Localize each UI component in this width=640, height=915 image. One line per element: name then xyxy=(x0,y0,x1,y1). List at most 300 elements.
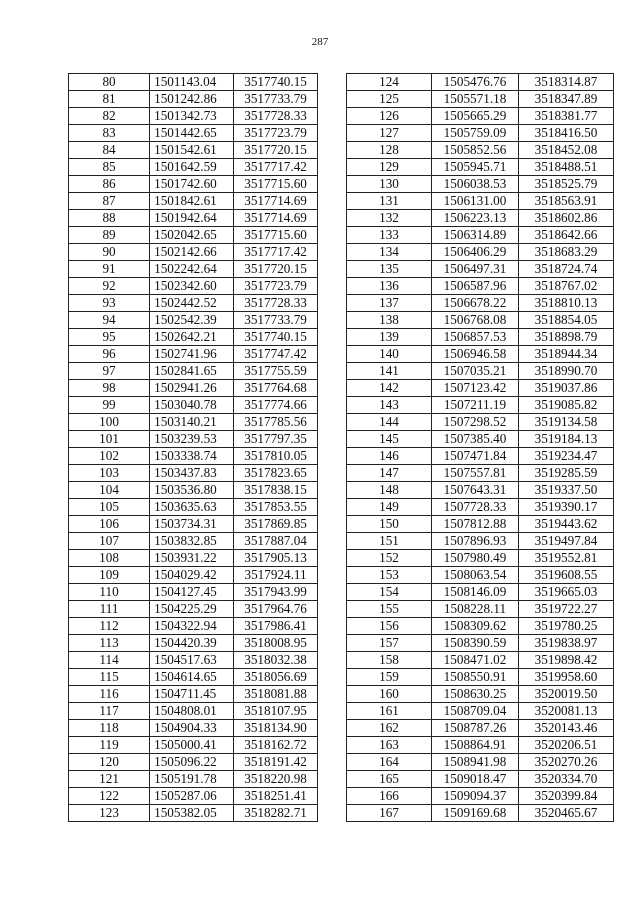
x-coordinate-cell: 1507211.19 xyxy=(432,397,519,414)
y-coordinate-cell: 3517733.79 xyxy=(234,312,318,329)
table-row xyxy=(347,771,614,788)
point-number-cell: 156 xyxy=(347,618,432,635)
table-row xyxy=(69,482,318,499)
table-row xyxy=(347,312,614,329)
table-row xyxy=(347,669,614,686)
point-number-cell: 144 xyxy=(347,414,432,431)
y-coordinate-cell: 3518381.77 xyxy=(519,108,614,125)
x-coordinate-cell: 1506131.00 xyxy=(432,193,519,210)
table-row xyxy=(69,754,318,771)
x-coordinate-cell: 1506587.96 xyxy=(432,278,519,295)
point-number-cell: 109 xyxy=(69,567,150,584)
x-coordinate-cell: 1508228.11 xyxy=(432,601,519,618)
table-row xyxy=(69,584,318,601)
y-coordinate-cell: 3518563.91 xyxy=(519,193,614,210)
table-row xyxy=(69,567,318,584)
y-coordinate-cell: 3517853.55 xyxy=(234,499,318,516)
y-coordinate-cell: 3517797.35 xyxy=(234,431,318,448)
table-row xyxy=(347,346,614,363)
y-coordinate-cell: 3519497.84 xyxy=(519,533,614,550)
y-coordinate-cell: 3519958.60 xyxy=(519,669,614,686)
y-coordinate-cell: 3519665.03 xyxy=(519,584,614,601)
table-row xyxy=(69,295,318,312)
point-number-cell: 80 xyxy=(69,74,150,91)
point-number-cell: 160 xyxy=(347,686,432,703)
table-row xyxy=(347,142,614,159)
table-row xyxy=(69,431,318,448)
x-coordinate-cell: 1505191.78 xyxy=(150,771,234,788)
table-row xyxy=(69,720,318,737)
x-coordinate-cell: 1501542.61 xyxy=(150,142,234,159)
table-row xyxy=(69,74,318,91)
table-row xyxy=(69,380,318,397)
table-row xyxy=(347,601,614,618)
x-coordinate-cell: 1505096.22 xyxy=(150,754,234,771)
x-coordinate-cell: 1507471.84 xyxy=(432,448,519,465)
y-coordinate-cell: 3518251.41 xyxy=(234,788,318,805)
y-coordinate-cell: 3517715.60 xyxy=(234,176,318,193)
y-coordinate-cell: 3519037.86 xyxy=(519,380,614,397)
point-number-cell: 123 xyxy=(69,805,150,822)
x-coordinate-cell: 1505945.71 xyxy=(432,159,519,176)
coordinate-table-right xyxy=(346,73,614,822)
table-row xyxy=(347,227,614,244)
table-row xyxy=(347,193,614,210)
y-coordinate-cell: 3517943.99 xyxy=(234,584,318,601)
y-coordinate-cell: 3518282.71 xyxy=(234,805,318,822)
point-number-cell: 83 xyxy=(69,125,150,142)
table-row xyxy=(347,108,614,125)
y-coordinate-cell: 3518220.98 xyxy=(234,771,318,788)
table-row xyxy=(347,754,614,771)
y-coordinate-cell: 3520334.70 xyxy=(519,771,614,788)
y-coordinate-cell: 3518162.72 xyxy=(234,737,318,754)
table-row xyxy=(347,635,614,652)
table-row xyxy=(347,550,614,567)
x-coordinate-cell: 1504711.45 xyxy=(150,686,234,703)
x-coordinate-cell: 1501342.73 xyxy=(150,108,234,125)
x-coordinate-cell: 1505382.05 xyxy=(150,805,234,822)
table-row xyxy=(347,618,614,635)
x-coordinate-cell: 1502042.65 xyxy=(150,227,234,244)
page-number: 287 xyxy=(311,36,329,48)
x-coordinate-cell: 1506946.58 xyxy=(432,346,519,363)
table-row xyxy=(69,159,318,176)
table-row xyxy=(347,431,614,448)
y-coordinate-cell: 3517717.42 xyxy=(234,244,318,261)
table-row xyxy=(69,771,318,788)
x-coordinate-cell: 1501242.86 xyxy=(150,91,234,108)
x-coordinate-cell: 1505571.18 xyxy=(432,91,519,108)
point-number-cell: 102 xyxy=(69,448,150,465)
y-coordinate-cell: 3518898.79 xyxy=(519,329,614,346)
y-coordinate-cell: 3520019.50 xyxy=(519,686,614,703)
y-coordinate-cell: 3517728.33 xyxy=(234,295,318,312)
point-number-cell: 116 xyxy=(69,686,150,703)
y-coordinate-cell: 3518081.88 xyxy=(234,686,318,703)
x-coordinate-cell: 1508864.91 xyxy=(432,737,519,754)
table-row xyxy=(347,363,614,380)
point-number-cell: 124 xyxy=(347,74,432,91)
point-number-cell: 133 xyxy=(347,227,432,244)
x-coordinate-cell: 1508471.02 xyxy=(432,652,519,669)
x-coordinate-cell: 1504322.94 xyxy=(150,618,234,635)
point-number-cell: 148 xyxy=(347,482,432,499)
table-row xyxy=(69,669,318,686)
table-row xyxy=(347,74,614,91)
x-coordinate-cell: 1505287.06 xyxy=(150,788,234,805)
y-coordinate-cell: 3518107.95 xyxy=(234,703,318,720)
point-number-cell: 143 xyxy=(347,397,432,414)
x-coordinate-cell: 1509018.47 xyxy=(432,771,519,788)
point-number-cell: 159 xyxy=(347,669,432,686)
point-number-cell: 93 xyxy=(69,295,150,312)
y-coordinate-cell: 3517785.56 xyxy=(234,414,318,431)
coordinate-table-left-body xyxy=(69,74,318,822)
point-number-cell: 96 xyxy=(69,346,150,363)
y-coordinate-cell: 3517838.15 xyxy=(234,482,318,499)
table-row xyxy=(69,652,318,669)
x-coordinate-cell: 1508787.26 xyxy=(432,720,519,737)
table-row xyxy=(69,788,318,805)
x-coordinate-cell: 1506768.08 xyxy=(432,312,519,329)
point-number-cell: 100 xyxy=(69,414,150,431)
table-row xyxy=(347,380,614,397)
y-coordinate-cell: 3519285.59 xyxy=(519,465,614,482)
x-coordinate-cell: 1502142.66 xyxy=(150,244,234,261)
y-coordinate-cell: 3518810.13 xyxy=(519,295,614,312)
table-row xyxy=(347,482,614,499)
table-row xyxy=(69,601,318,618)
y-coordinate-cell: 3517740.15 xyxy=(234,329,318,346)
x-coordinate-cell: 1502442.52 xyxy=(150,295,234,312)
table-row xyxy=(347,448,614,465)
x-coordinate-cell: 1502342.60 xyxy=(150,278,234,295)
x-coordinate-cell: 1506223.13 xyxy=(432,210,519,227)
y-coordinate-cell: 3517723.79 xyxy=(234,278,318,295)
point-number-cell: 138 xyxy=(347,312,432,329)
x-coordinate-cell: 1507298.52 xyxy=(432,414,519,431)
point-number-cell: 157 xyxy=(347,635,432,652)
table-row xyxy=(347,805,614,822)
table-row xyxy=(347,125,614,142)
point-number-cell: 135 xyxy=(347,261,432,278)
point-number-cell: 126 xyxy=(347,108,432,125)
table-row xyxy=(69,142,318,159)
point-number-cell: 137 xyxy=(347,295,432,312)
x-coordinate-cell: 1506497.31 xyxy=(432,261,519,278)
point-number-cell: 134 xyxy=(347,244,432,261)
y-coordinate-cell: 3519552.81 xyxy=(519,550,614,567)
y-coordinate-cell: 3518488.51 xyxy=(519,159,614,176)
x-coordinate-cell: 1507557.81 xyxy=(432,465,519,482)
point-number-cell: 101 xyxy=(69,431,150,448)
point-number-cell: 104 xyxy=(69,482,150,499)
y-coordinate-cell: 3519085.82 xyxy=(519,397,614,414)
point-number-cell: 103 xyxy=(69,465,150,482)
y-coordinate-cell: 3517764.68 xyxy=(234,380,318,397)
point-number-cell: 147 xyxy=(347,465,432,482)
y-coordinate-cell: 3519608.55 xyxy=(519,567,614,584)
y-coordinate-cell: 3519134.58 xyxy=(519,414,614,431)
point-number-cell: 99 xyxy=(69,397,150,414)
table-row xyxy=(69,805,318,822)
x-coordinate-cell: 1502941.26 xyxy=(150,380,234,397)
point-number-cell: 94 xyxy=(69,312,150,329)
x-coordinate-cell: 1508309.62 xyxy=(432,618,519,635)
table-row xyxy=(347,686,614,703)
x-coordinate-cell: 1501942.64 xyxy=(150,210,234,227)
table-row xyxy=(347,465,614,482)
y-coordinate-cell: 3517924.11 xyxy=(234,567,318,584)
table-row xyxy=(69,703,318,720)
point-number-cell: 91 xyxy=(69,261,150,278)
table-row xyxy=(347,567,614,584)
x-coordinate-cell: 1503040.78 xyxy=(150,397,234,414)
table-row xyxy=(347,584,614,601)
point-number-cell: 122 xyxy=(69,788,150,805)
y-coordinate-cell: 3519722.27 xyxy=(519,601,614,618)
table-row xyxy=(69,448,318,465)
point-number-cell: 106 xyxy=(69,516,150,533)
table-row xyxy=(347,652,614,669)
point-number-cell: 112 xyxy=(69,618,150,635)
point-number-cell: 119 xyxy=(69,737,150,754)
x-coordinate-cell: 1507385.40 xyxy=(432,431,519,448)
y-coordinate-cell: 3517728.33 xyxy=(234,108,318,125)
table-row xyxy=(69,346,318,363)
x-coordinate-cell: 1505476.76 xyxy=(432,74,519,91)
y-coordinate-cell: 3518008.95 xyxy=(234,635,318,652)
y-coordinate-cell: 3517986.41 xyxy=(234,618,318,635)
x-coordinate-cell: 1502841.65 xyxy=(150,363,234,380)
y-coordinate-cell: 3517905.13 xyxy=(234,550,318,567)
y-coordinate-cell: 3517887.04 xyxy=(234,533,318,550)
y-coordinate-cell: 3519390.17 xyxy=(519,499,614,516)
y-coordinate-cell: 3520399.84 xyxy=(519,788,614,805)
x-coordinate-cell: 1506406.29 xyxy=(432,244,519,261)
table-row xyxy=(347,295,614,312)
point-number-cell: 140 xyxy=(347,346,432,363)
point-number-cell: 90 xyxy=(69,244,150,261)
table-row xyxy=(347,397,614,414)
y-coordinate-cell: 3517755.59 xyxy=(234,363,318,380)
x-coordinate-cell: 1509094.37 xyxy=(432,788,519,805)
point-number-cell: 125 xyxy=(347,91,432,108)
y-coordinate-cell: 3517720.15 xyxy=(234,142,318,159)
table-row xyxy=(347,499,614,516)
table-row xyxy=(69,737,318,754)
table-row xyxy=(69,312,318,329)
x-coordinate-cell: 1504808.01 xyxy=(150,703,234,720)
x-coordinate-cell: 1503536.80 xyxy=(150,482,234,499)
table-row xyxy=(69,176,318,193)
table-row xyxy=(69,618,318,635)
y-coordinate-cell: 3518416.50 xyxy=(519,125,614,142)
table-row xyxy=(347,278,614,295)
point-number-cell: 118 xyxy=(69,720,150,737)
x-coordinate-cell: 1501442.65 xyxy=(150,125,234,142)
y-coordinate-cell: 3518191.42 xyxy=(234,754,318,771)
point-number-cell: 110 xyxy=(69,584,150,601)
point-number-cell: 107 xyxy=(69,533,150,550)
point-number-cell: 121 xyxy=(69,771,150,788)
table-row xyxy=(347,91,614,108)
x-coordinate-cell: 1503338.74 xyxy=(150,448,234,465)
x-coordinate-cell: 1507728.33 xyxy=(432,499,519,516)
x-coordinate-cell: 1506857.53 xyxy=(432,329,519,346)
x-coordinate-cell: 1508709.04 xyxy=(432,703,519,720)
x-coordinate-cell: 1504127.45 xyxy=(150,584,234,601)
table-row xyxy=(347,516,614,533)
y-coordinate-cell: 3517740.15 xyxy=(234,74,318,91)
y-coordinate-cell: 3519184.13 xyxy=(519,431,614,448)
x-coordinate-cell: 1506314.89 xyxy=(432,227,519,244)
y-coordinate-cell: 3518642.66 xyxy=(519,227,614,244)
x-coordinate-cell: 1504517.63 xyxy=(150,652,234,669)
y-coordinate-cell: 3517723.79 xyxy=(234,125,318,142)
point-number-cell: 86 xyxy=(69,176,150,193)
x-coordinate-cell: 1504420.39 xyxy=(150,635,234,652)
x-coordinate-cell: 1504904.33 xyxy=(150,720,234,737)
y-coordinate-cell: 3518990.70 xyxy=(519,363,614,380)
point-number-cell: 87 xyxy=(69,193,150,210)
y-coordinate-cell: 3520270.26 xyxy=(519,754,614,771)
table-row xyxy=(69,193,318,210)
y-coordinate-cell: 3517715.60 xyxy=(234,227,318,244)
table-row xyxy=(69,108,318,125)
point-number-cell: 136 xyxy=(347,278,432,295)
y-coordinate-cell: 3517717.42 xyxy=(234,159,318,176)
point-number-cell: 154 xyxy=(347,584,432,601)
table-row xyxy=(69,125,318,142)
table-row xyxy=(347,788,614,805)
table-row xyxy=(69,227,318,244)
table-row xyxy=(347,720,614,737)
table-row xyxy=(347,210,614,227)
point-number-cell: 150 xyxy=(347,516,432,533)
point-number-cell: 130 xyxy=(347,176,432,193)
x-coordinate-cell: 1503437.83 xyxy=(150,465,234,482)
point-number-cell: 141 xyxy=(347,363,432,380)
table-row xyxy=(69,244,318,261)
point-number-cell: 92 xyxy=(69,278,150,295)
point-number-cell: 120 xyxy=(69,754,150,771)
point-number-cell: 129 xyxy=(347,159,432,176)
x-coordinate-cell: 1503239.53 xyxy=(150,431,234,448)
point-number-cell: 155 xyxy=(347,601,432,618)
point-number-cell: 163 xyxy=(347,737,432,754)
point-number-cell: 113 xyxy=(69,635,150,652)
x-coordinate-cell: 1507123.42 xyxy=(432,380,519,397)
y-coordinate-cell: 3518602.86 xyxy=(519,210,614,227)
table-row xyxy=(69,397,318,414)
point-number-cell: 139 xyxy=(347,329,432,346)
x-coordinate-cell: 1502242.64 xyxy=(150,261,234,278)
x-coordinate-cell: 1507896.93 xyxy=(432,533,519,550)
x-coordinate-cell: 1504614.65 xyxy=(150,669,234,686)
point-number-cell: 142 xyxy=(347,380,432,397)
x-coordinate-cell: 1501842.61 xyxy=(150,193,234,210)
x-coordinate-cell: 1507812.88 xyxy=(432,516,519,533)
point-number-cell: 84 xyxy=(69,142,150,159)
table-row xyxy=(69,550,318,567)
x-coordinate-cell: 1505852.56 xyxy=(432,142,519,159)
point-number-cell: 151 xyxy=(347,533,432,550)
y-coordinate-cell: 3520143.46 xyxy=(519,720,614,737)
x-coordinate-cell: 1507035.21 xyxy=(432,363,519,380)
point-number-cell: 165 xyxy=(347,771,432,788)
x-coordinate-cell: 1504225.29 xyxy=(150,601,234,618)
y-coordinate-cell: 3518452.08 xyxy=(519,142,614,159)
point-number-cell: 132 xyxy=(347,210,432,227)
table-row xyxy=(347,176,614,193)
y-coordinate-cell: 3518347.89 xyxy=(519,91,614,108)
table-row xyxy=(347,329,614,346)
y-coordinate-cell: 3518134.90 xyxy=(234,720,318,737)
table-row xyxy=(69,278,318,295)
x-coordinate-cell: 1508390.59 xyxy=(432,635,519,652)
point-number-cell: 95 xyxy=(69,329,150,346)
x-coordinate-cell: 1509169.68 xyxy=(432,805,519,822)
table-row xyxy=(69,499,318,516)
table-row xyxy=(347,159,614,176)
table-row xyxy=(347,703,614,720)
point-number-cell: 131 xyxy=(347,193,432,210)
point-number-cell: 88 xyxy=(69,210,150,227)
y-coordinate-cell: 3520465.67 xyxy=(519,805,614,822)
y-coordinate-cell: 3517714.69 xyxy=(234,210,318,227)
x-coordinate-cell: 1508941.98 xyxy=(432,754,519,771)
point-number-cell: 111 xyxy=(69,601,150,618)
y-coordinate-cell: 3517747.42 xyxy=(234,346,318,363)
point-number-cell: 108 xyxy=(69,550,150,567)
point-number-cell: 162 xyxy=(347,720,432,737)
x-coordinate-cell: 1501143.04 xyxy=(150,74,234,91)
y-coordinate-cell: 3518854.05 xyxy=(519,312,614,329)
x-coordinate-cell: 1502741.96 xyxy=(150,346,234,363)
point-number-cell: 89 xyxy=(69,227,150,244)
x-coordinate-cell: 1505000.41 xyxy=(150,737,234,754)
y-coordinate-cell: 3520206.51 xyxy=(519,737,614,754)
table-row xyxy=(69,533,318,550)
x-coordinate-cell: 1503635.63 xyxy=(150,499,234,516)
table-row xyxy=(69,363,318,380)
point-number-cell: 114 xyxy=(69,652,150,669)
point-number-cell: 117 xyxy=(69,703,150,720)
y-coordinate-cell: 3518767.02 xyxy=(519,278,614,295)
coordinate-table-right-body xyxy=(347,74,614,822)
x-coordinate-cell: 1508063.54 xyxy=(432,567,519,584)
table-row xyxy=(347,261,614,278)
y-coordinate-cell: 3519780.25 xyxy=(519,618,614,635)
point-number-cell: 164 xyxy=(347,754,432,771)
y-coordinate-cell: 3517774.66 xyxy=(234,397,318,414)
point-number-cell: 97 xyxy=(69,363,150,380)
y-coordinate-cell: 3520081.13 xyxy=(519,703,614,720)
table-row xyxy=(347,414,614,431)
table-row xyxy=(69,210,318,227)
x-coordinate-cell: 1508146.09 xyxy=(432,584,519,601)
x-coordinate-cell: 1507980.49 xyxy=(432,550,519,567)
point-number-cell: 127 xyxy=(347,125,432,142)
y-coordinate-cell: 3517720.15 xyxy=(234,261,318,278)
point-number-cell: 161 xyxy=(347,703,432,720)
y-coordinate-cell: 3517823.65 xyxy=(234,465,318,482)
y-coordinate-cell: 3518314.87 xyxy=(519,74,614,91)
x-coordinate-cell: 1503931.22 xyxy=(150,550,234,567)
table-row xyxy=(347,737,614,754)
